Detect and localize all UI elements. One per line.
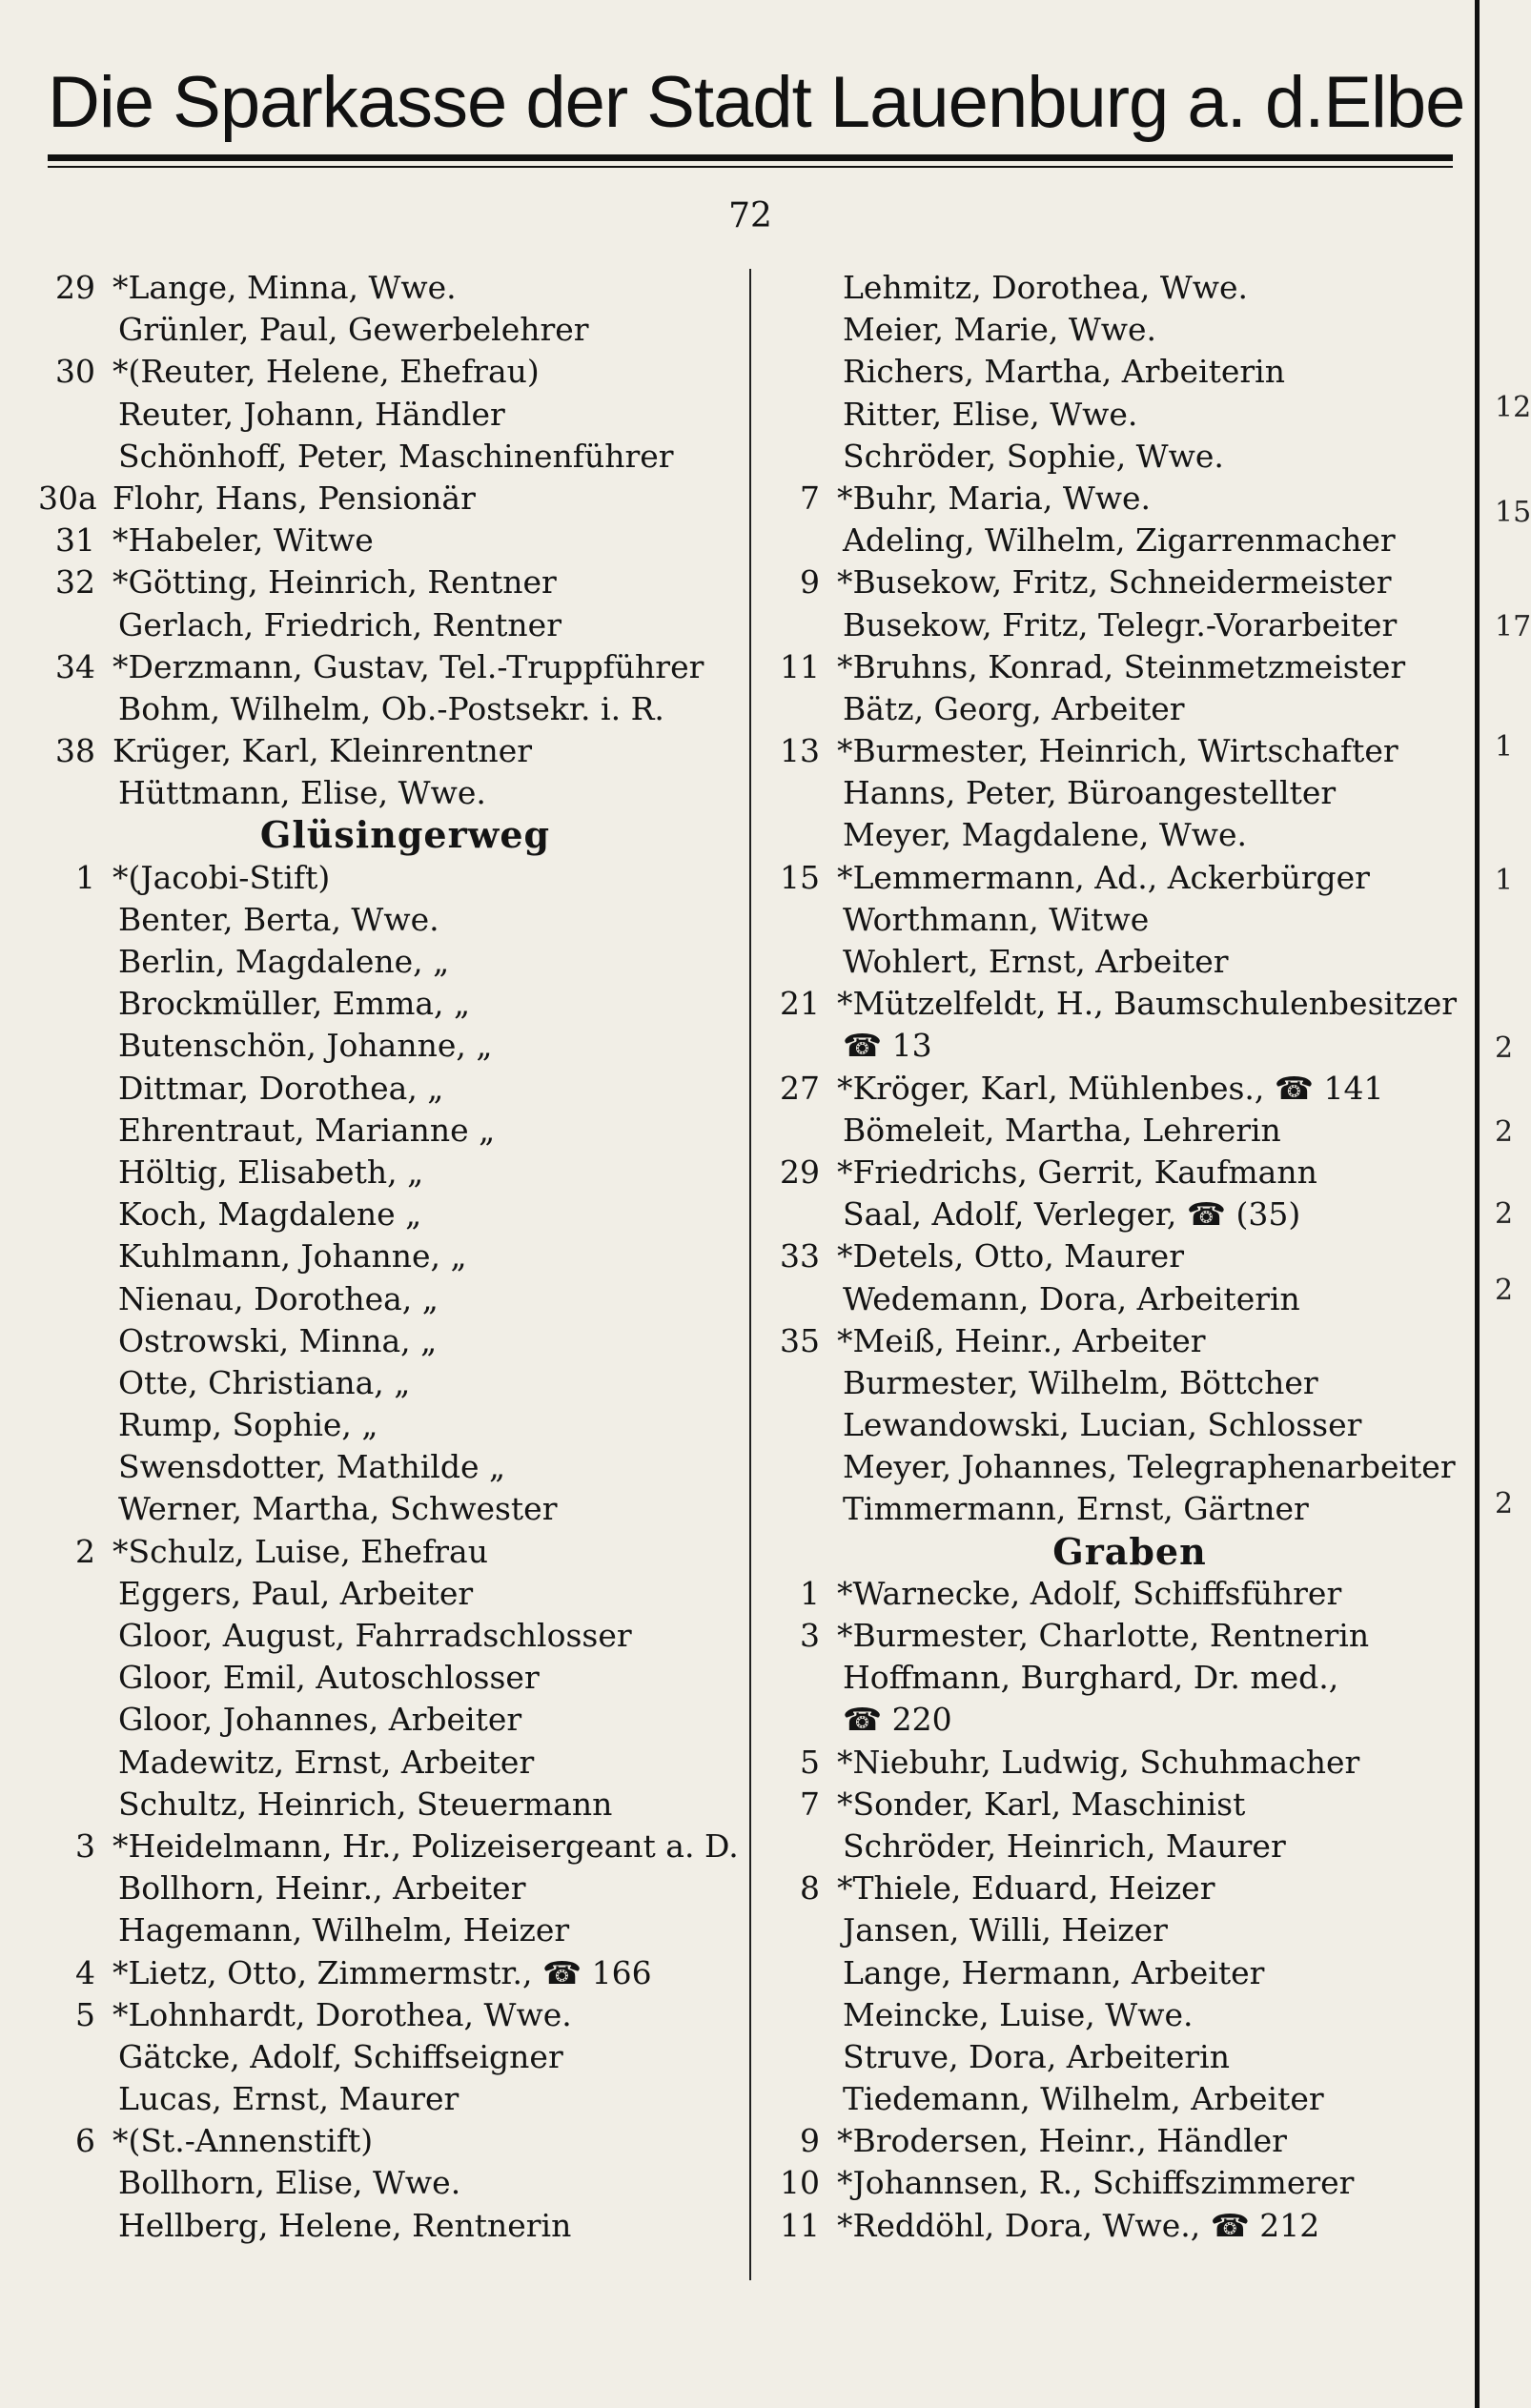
resident-text: Schultz, Heinrich, Steuermann <box>118 1785 613 1823</box>
directory-entry <box>38 351 744 393</box>
resident-text: *Detels, Otto, Maurer <box>837 1237 1184 1275</box>
directory-entry <box>38 1152 744 1194</box>
directory-entry <box>763 688 1468 730</box>
margin-number-fragment: 2 <box>1495 1031 1514 1065</box>
directory-entry <box>763 1278 1468 1320</box>
resident-text: Gloor, Emil, Autoschlosser <box>118 1659 540 1697</box>
directory-entry <box>763 2162 1468 2204</box>
resident-text: Nienau, Dorothea, „ <box>118 1279 439 1317</box>
house-number: 3 <box>75 1826 95 1865</box>
directory-entry <box>763 351 1468 393</box>
margin-number-fragment: 2 <box>1495 1115 1514 1149</box>
resident-text: Hagemann, Wilhelm, Heizer <box>118 1911 570 1949</box>
house-number: 11 <box>780 647 820 685</box>
directory-entry <box>763 1657 1468 1699</box>
resident-text: Tiedemann, Wilhelm, Arbeiter <box>843 2080 1324 2118</box>
directory-entry <box>38 1784 744 1826</box>
directory-entry <box>763 520 1468 561</box>
resident-text: Reuter, Johann, Händler <box>118 395 505 433</box>
house-number: 30a <box>38 479 97 517</box>
directory-entry <box>763 309 1468 351</box>
resident-text: Schröder, Heinrich, Maurer <box>843 1826 1286 1865</box>
resident-text: Gerlach, Friedrich, Rentner <box>118 605 561 643</box>
resident-text: Swensdotter, Mathilde „ <box>118 1448 506 1486</box>
directory-entry <box>38 2036 744 2078</box>
resident-text: Busekow, Fritz, Telegr.-Vorarbeiter <box>843 605 1398 643</box>
directory-entry <box>763 857 1468 899</box>
directory-entry <box>38 1235 744 1277</box>
directory-entry <box>38 520 744 561</box>
house-number: 3 <box>800 1617 820 1654</box>
resident-text: Benter, Berta, Wwe. <box>118 900 439 938</box>
directory-entry <box>763 1404 1468 1446</box>
directory-entry <box>38 1278 744 1320</box>
resident-text: Richers, Martha, Arbeiterin <box>843 353 1285 391</box>
directory-entry <box>38 436 744 478</box>
margin-number-fragment: 17 <box>1495 610 1531 643</box>
resident-text: *(St.-Annenstift) <box>112 2122 374 2160</box>
resident-text: Hoffmann, Burghard, Dr. med., <box>843 1659 1339 1697</box>
resident-text: *Mützelfeldt, H., Baumschulenbesitzer <box>837 985 1458 1023</box>
resident-text: Gloor, Johannes, Arbeiter <box>118 1701 522 1739</box>
directory-entry <box>38 983 744 1025</box>
resident-text: Meincke, Luise, Wwe. <box>843 1995 1194 2033</box>
resident-text: *Kröger, Karl, Mühlenbes., ☎ 141 <box>837 1069 1384 1107</box>
margin-number-fragment: 1 <box>1495 730 1514 764</box>
house-number: 33 <box>780 1237 820 1275</box>
directory-entry <box>763 646 1468 688</box>
directory-entry <box>763 1699 1468 1741</box>
directory-entry <box>763 1194 1468 1235</box>
directory-entry <box>38 1404 744 1446</box>
resident-text: Timmermann, Ernst, Gärtner <box>843 1490 1309 1528</box>
resident-text: *Lietz, Otto, Zimmermstr., ☎ 166 <box>112 1953 652 1991</box>
directory-entry <box>38 857 744 899</box>
resident-text: *Warnecke, Adolf, Schiffsführer <box>837 1574 1342 1612</box>
margin-number-fragment: 2 <box>1495 1274 1514 1307</box>
directory-entry <box>763 1615 1468 1657</box>
house-number: 13 <box>780 732 820 770</box>
resident-text: Bollhorn, Heinr., Arbeiter <box>118 1869 526 1908</box>
directory-entry <box>763 1152 1468 1194</box>
directory-entry <box>763 2205 1468 2247</box>
directory-entry <box>763 1235 1468 1277</box>
directory-entry <box>763 1362 1468 1404</box>
directory-entry <box>38 1068 744 1110</box>
house-number: 5 <box>75 1995 95 2033</box>
resident-text: *Busekow, Fritz, Schneidermeister <box>837 563 1392 602</box>
directory-entry <box>38 1446 744 1488</box>
directory-entry <box>763 1110 1468 1152</box>
directory-entry <box>763 2078 1468 2120</box>
resident-text: Bollhorn, Elise, Wwe. <box>118 2164 461 2202</box>
resident-text: *Niebuhr, Ludwig, Schuhmacher <box>837 1743 1360 1781</box>
resident-text: Butenschön, Johanne, „ <box>118 1027 493 1065</box>
house-number: 29 <box>55 269 95 306</box>
resident-text: Wohlert, Ernst, Arbeiter <box>843 943 1229 980</box>
resident-text: *Reddöhl, Dora, Wwe., ☎ 212 <box>837 2206 1320 2244</box>
resident-text: Bohm, Wilhelm, Ob.-Postsekr. i. R. <box>118 689 664 727</box>
street-heading: Graben <box>1052 1529 1207 1573</box>
resident-text: *(Jacobi-Stift) <box>112 858 331 896</box>
resident-text: *Heidelmann, Hr., Polizeisergeant a. D. <box>112 1826 739 1865</box>
header-rule <box>48 154 1453 161</box>
resident-text: Burmester, Wilhelm, Böttcher <box>843 1363 1318 1401</box>
resident-text: Jansen, Willi, Heizer <box>843 1911 1168 1949</box>
directory-entry <box>38 2162 744 2204</box>
directory-entry <box>38 646 744 688</box>
directory-entry <box>38 1994 744 2036</box>
house-number: 2 <box>75 1532 95 1570</box>
directory-entry <box>38 478 744 520</box>
house-number: 38 <box>55 732 95 770</box>
page-number: 72 <box>728 196 772 235</box>
header-rule-thin <box>48 166 1453 168</box>
directory-entry <box>38 2120 744 2162</box>
directory-entry <box>38 1362 744 1404</box>
house-number: 32 <box>55 563 95 602</box>
left-column <box>38 267 744 2247</box>
resident-text: Flohr, Hans, Pensionär <box>112 479 476 517</box>
resident-text: *(Reuter, Helene, Ehefrau) <box>112 353 540 391</box>
resident-text: *Lohnhardt, Dorothea, Wwe. <box>112 1995 572 2033</box>
directory-entry <box>38 1615 744 1657</box>
directory-entry <box>38 1952 744 1994</box>
house-number: 9 <box>800 2122 820 2160</box>
resident-text: *Derzmann, Gustav, Tel.-Truppführer <box>112 647 704 685</box>
resident-text: Meyer, Johannes, Telegraphenarbeiter <box>843 1448 1456 1486</box>
directory-entry <box>38 941 744 983</box>
directory-entry <box>38 604 744 646</box>
house-number: 7 <box>800 1785 820 1823</box>
directory-entry <box>38 1573 744 1615</box>
directory-entry <box>38 1909 744 1951</box>
directory-entry <box>763 478 1468 520</box>
resident-text: Hanns, Peter, Büroangestellter <box>843 774 1337 812</box>
directory-entry <box>763 1826 1468 1867</box>
directory-entry <box>763 1320 1468 1362</box>
directory-entry <box>38 561 744 603</box>
resident-text: ☎ 13 <box>843 1027 932 1065</box>
directory-entry <box>763 1867 1468 1909</box>
margin-number-fragment: 12 <box>1495 391 1531 424</box>
directory-entry <box>38 2078 744 2120</box>
directory-entry <box>38 899 744 941</box>
resident-text: Hüttmann, Elise, Wwe. <box>118 774 486 812</box>
resident-text: Höltig, Elisabeth, „ <box>118 1153 424 1191</box>
directory-entry <box>763 1025 1468 1067</box>
margin-number-fragment: 15 <box>1495 496 1531 529</box>
house-number: 1 <box>75 858 95 896</box>
directory-entry <box>38 267 744 309</box>
house-number: 9 <box>800 563 820 602</box>
resident-text: *Lange, Minna, Wwe. <box>112 269 457 306</box>
resident-text: Ostrowski, Minna, „ <box>118 1321 438 1359</box>
directory-entry <box>763 1994 1468 2036</box>
margin-number-fragment: 2 <box>1495 1487 1514 1520</box>
directory-entry <box>763 1488 1468 1530</box>
house-number: 5 <box>800 1743 820 1781</box>
resident-text: *Johannsen, R., Schiffszimmerer <box>837 2164 1355 2202</box>
directory-entry <box>38 772 744 814</box>
directory-entry <box>38 1531 744 1573</box>
resident-text: Wedemann, Dora, Arbeiterin <box>843 1279 1300 1317</box>
street-heading: Glüsingerweg <box>259 813 551 857</box>
resident-text: Kuhlmann, Johanne, „ <box>118 1237 467 1275</box>
resident-text: Saal, Adolf, Verleger, ☎ (35) <box>843 1195 1301 1234</box>
directory-entry <box>38 1699 744 1741</box>
directory-entry <box>38 1194 744 1235</box>
house-number: 31 <box>55 521 95 560</box>
house-number: 7 <box>800 479 820 517</box>
directory-entry <box>763 814 1468 856</box>
resident-text: Gätcke, Adolf, Schiffseigner <box>118 2037 563 2075</box>
house-number: 6 <box>75 2122 95 2160</box>
directory-entry <box>763 772 1468 814</box>
resident-text: *Friedrichs, Gerrit, Kaufmann <box>837 1153 1317 1191</box>
resident-text: Koch, Magdalene „ <box>118 1195 422 1234</box>
directory-entry <box>763 2120 1468 2162</box>
directory-entry <box>38 1657 744 1699</box>
resident-text: Berlin, Magdalene, „ <box>118 943 450 980</box>
resident-text: Lewandowski, Lucian, Schlosser <box>843 1406 1362 1444</box>
resident-text: Ehrentraut, Marianne „ <box>118 1111 496 1149</box>
directory-entry <box>38 309 744 351</box>
resident-text: Worthmann, Witwe <box>843 900 1150 938</box>
resident-text: ☎ 220 <box>843 1701 952 1739</box>
directory-entry <box>763 730 1468 772</box>
right-column <box>763 267 1468 2247</box>
column-divider <box>749 269 751 2280</box>
resident-text: *Burmester, Charlotte, Rentnerin <box>837 1617 1370 1654</box>
directory-entry <box>38 1742 744 1784</box>
house-number: 27 <box>780 1069 820 1107</box>
directory-entry <box>38 1488 744 1530</box>
resident-text: Gloor, August, Fahrradschlosser <box>118 1617 632 1654</box>
page-edge-rule <box>1475 0 1480 2408</box>
directory-entry <box>763 983 1468 1025</box>
resident-text: Bätz, Georg, Arbeiter <box>843 689 1185 727</box>
page-header-title: Die Sparkasse der Stadt Lauenburg a. d.Elbe <box>48 62 1465 143</box>
resident-text: *Brodersen, Heinr., Händler <box>837 2122 1287 2160</box>
resident-text: *Sonder, Karl, Maschinist <box>837 1785 1246 1823</box>
directory-entry <box>763 1446 1468 1488</box>
resident-text: *Schulz, Luise, Ehefrau <box>112 1532 488 1570</box>
directory-entry <box>38 730 744 772</box>
directory-entry <box>763 2036 1468 2078</box>
house-number: 34 <box>55 647 95 685</box>
resident-text: Schönhoff, Peter, Maschinenführer <box>118 437 674 475</box>
resident-text: Eggers, Paul, Arbeiter <box>118 1574 474 1612</box>
resident-text: *Burmester, Heinrich, Wirtschafter <box>837 732 1398 770</box>
resident-text: Hellberg, Helene, Rentnerin <box>118 2206 572 2244</box>
resident-text: Grünler, Paul, Gewerbelehrer <box>118 311 589 349</box>
house-number: 15 <box>780 858 820 896</box>
resident-text: Adeling, Wilhelm, Zigarrenmacher <box>843 521 1396 560</box>
directory-entry <box>763 561 1468 603</box>
resident-text: *Habeler, Witwe <box>112 521 374 560</box>
resident-text: Meyer, Magdalene, Wwe. <box>843 816 1248 854</box>
directory-entry <box>38 1025 744 1067</box>
resident-text: Otte, Christiana, „ <box>118 1363 411 1401</box>
directory-entry <box>763 1909 1468 1951</box>
house-number: 4 <box>75 1953 95 1991</box>
directory-entry <box>38 688 744 730</box>
directory-entry <box>38 1320 744 1362</box>
house-number: 10 <box>780 2164 820 2202</box>
margin-number-fragment: 1 <box>1495 864 1514 897</box>
house-number: 30 <box>55 353 95 391</box>
resident-text: Bömeleit, Martha, Lehrerin <box>843 1111 1281 1149</box>
resident-text: *Buhr, Maria, Wwe. <box>837 479 1152 517</box>
directory-entry <box>763 1784 1468 1826</box>
resident-text: Schröder, Sophie, Wwe. <box>843 437 1224 475</box>
resident-text: *Lemmermann, Ad., Ackerbürger <box>837 858 1370 896</box>
directory-entry <box>763 267 1468 309</box>
resident-text: *Bruhns, Konrad, Steinmetzmeister <box>837 647 1406 685</box>
resident-text: Dittmar, Dorothea, „ <box>118 1069 444 1107</box>
directory-entry <box>763 899 1468 941</box>
resident-text: Brockmüller, Emma, „ <box>118 985 471 1023</box>
house-number: 35 <box>780 1321 820 1359</box>
directory-entry <box>763 394 1468 436</box>
resident-text: Werner, Martha, Schwester <box>118 1490 558 1528</box>
directory-entry <box>763 1068 1468 1110</box>
resident-text: Lange, Hermann, Arbeiter <box>843 1953 1265 1991</box>
directory-entry <box>763 941 1468 983</box>
directory-entry <box>763 604 1468 646</box>
directory-entry <box>38 1110 744 1152</box>
house-number: 21 <box>780 985 820 1023</box>
directory-entry <box>38 2205 744 2247</box>
resident-text: Madewitz, Ernst, Arbeiter <box>118 1743 535 1781</box>
resident-text: *Thiele, Eduard, Heizer <box>837 1869 1215 1908</box>
resident-text: Rump, Sophie, „ <box>118 1406 378 1444</box>
resident-text: Meier, Marie, Wwe. <box>843 311 1157 349</box>
resident-text: Krüger, Karl, Kleinrentner <box>112 732 533 770</box>
house-number: 29 <box>780 1153 820 1191</box>
resident-text: Struve, Dora, Arbeiterin <box>843 2037 1230 2075</box>
directory-entry <box>763 436 1468 478</box>
directory-entry <box>38 1826 744 1867</box>
house-number: 1 <box>800 1574 820 1612</box>
directory-entry <box>763 1573 1468 1615</box>
resident-text: *Götting, Heinrich, Rentner <box>112 563 557 602</box>
directory-entry <box>763 1742 1468 1784</box>
directory-entry <box>38 1867 744 1909</box>
margin-number-fragment: 2 <box>1495 1197 1514 1231</box>
resident-text: Lucas, Ernst, Maurer <box>118 2080 459 2118</box>
resident-text: Ritter, Elise, Wwe. <box>843 395 1138 433</box>
house-number: 11 <box>780 2206 820 2244</box>
resident-text: Lehmitz, Dorothea, Wwe. <box>843 269 1249 306</box>
directory-entry <box>763 1952 1468 1994</box>
house-number: 8 <box>800 1869 820 1908</box>
directory-entry <box>38 394 744 436</box>
resident-text: *Meiß, Heinr., Arbeiter <box>837 1321 1206 1359</box>
